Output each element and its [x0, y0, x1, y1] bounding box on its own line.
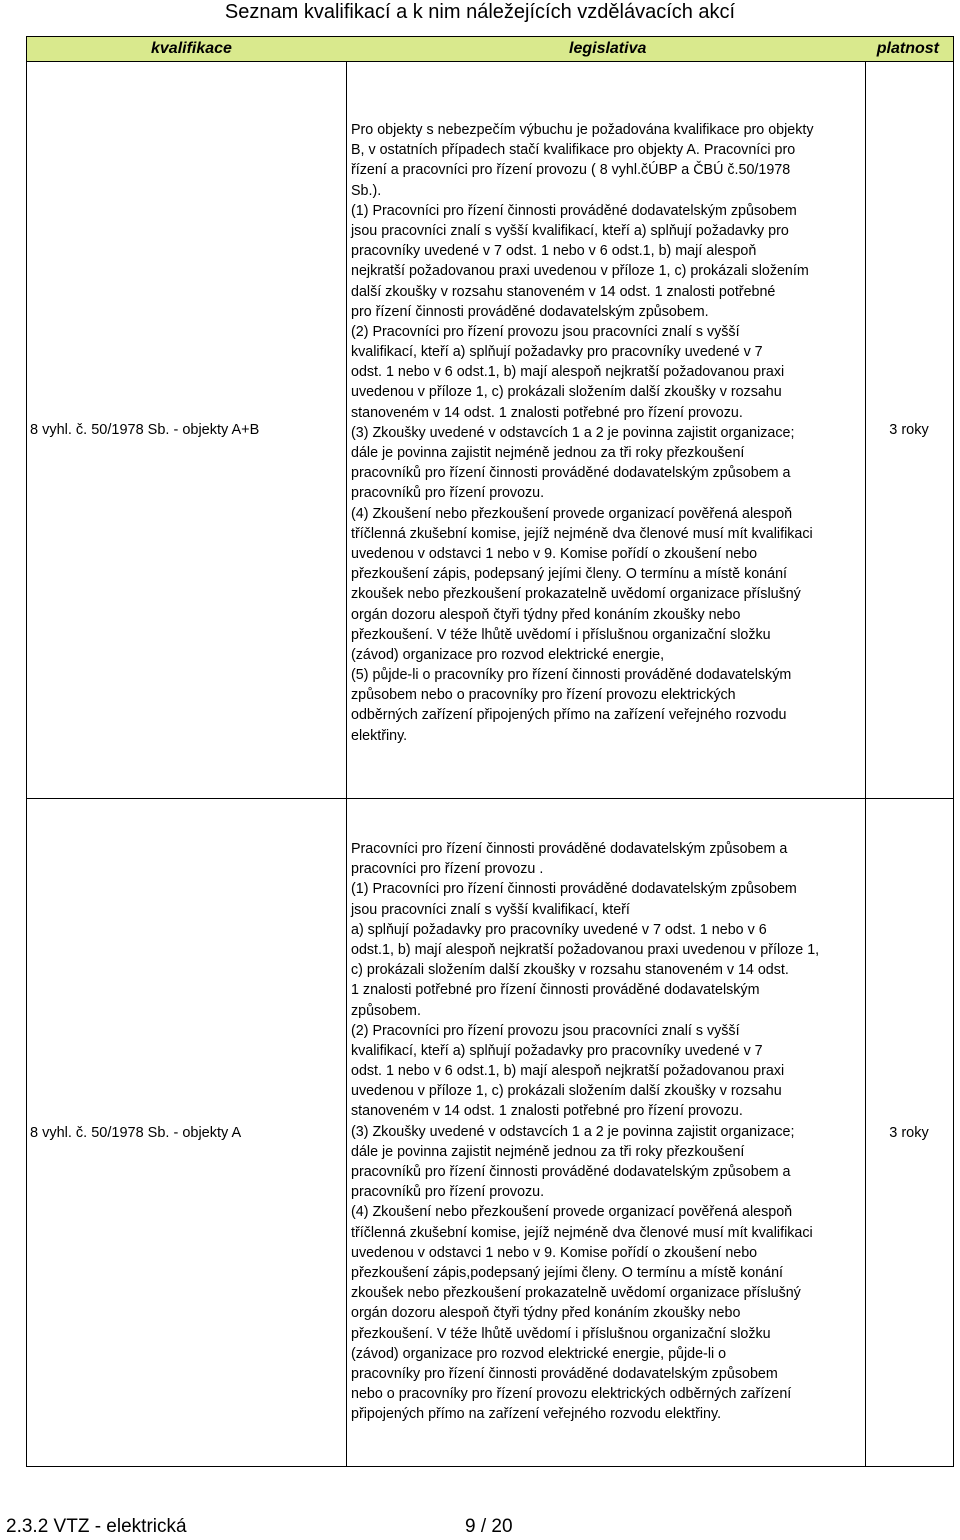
table-row: [26, 799, 954, 1467]
legislativa-line: tříčlenná zkušební komise, jejíž nejméně dva členové musí mít kvalifikaci: [351, 1224, 813, 1241]
legislativa-line: pro řízení činnosti prováděné dodavatelským způsobem.: [351, 303, 709, 320]
platnost-text: 3 roky: [889, 422, 929, 438]
cell-kvalifikace: [27, 62, 346, 798]
legislativa-line: zkoušek nebo přezkoušení prokazatelně uvědomí organizace příslušný: [351, 1285, 801, 1302]
legislativa-line: dále je povinna zajistit nejméně jednou za tři roky přezkoušení: [351, 1143, 745, 1160]
legislativa-line: (4) Zkoušení nebo přezkoušení provede organizací pověřená alespoň: [351, 1204, 793, 1221]
legislativa-line: další zkoušky v rozsahu stanoveném v 14 odst. 1 znalosti potřebné: [351, 283, 776, 300]
legislativa-line: stanoveném v 14 odst. 1 znalosti potřebné pro řízení provozu.: [351, 1103, 743, 1120]
legislativa-line: pracovníků pro řízení činnosti prováděné dodavatelským způsobem a: [351, 1164, 791, 1180]
legislativa-line: stanoveném v 14 odst. 1 znalosti potřebné pro řízení provozu.: [351, 404, 743, 421]
legislativa-line: (3) Zkoušky uvedené v odstavcích 1 a 2 je povinna zajistit organizace;: [351, 1123, 795, 1140]
cell-legislativa: [351, 839, 863, 1424]
legislativa-line: odst. 1 nebo v 6 odst.1, b) mají alespoň nejkratší požadovanou praxi: [351, 1063, 785, 1080]
legislativa-line: pracovníci pro řízení provozu .: [351, 861, 544, 878]
legislativa-line: způsobem nebo o pracovníky pro řízení provozu elektrických: [351, 687, 736, 704]
footer-page-number: 9 / 20: [465, 1516, 513, 1537]
legislativa-line: orgán dozoru alespoň čtyři týdny před konáním zkoušky nebo: [351, 606, 741, 623]
cell-platnost: [865, 62, 953, 798]
column-divider: [346, 62, 347, 798]
cell-kvalifikace: [27, 799, 346, 1466]
legislativa-line: B, v ostatních případech stačí kvalifikace pro objekty A. Pracovníci pro: [351, 142, 796, 159]
legislativa-line: Sb.).: [351, 182, 382, 199]
legislativa-line: nejkratší požadovanou praxi uvedenou v příloze 1, c) prokázali složením: [351, 263, 809, 280]
legislativa-line: pracovníků pro řízení provozu.: [351, 485, 545, 502]
legislativa-line: (závod) organizace pro rozvod elektrické energie,: [351, 646, 665, 663]
platnost-text: 3 roky: [889, 1124, 929, 1141]
legislativa-line: (2) Pracovníci pro řízení provozu jsou pracovníci znalí s vyšší: [351, 323, 740, 340]
legislativa-line: jsou pracovníci znalí s vyšší kvalifikací, kteří a) splňují požadavky pro: [351, 222, 789, 239]
legislativa-line: uvedenou v příloze 1, c) prokázali složením další zkoušky v rozsahu: [351, 1083, 782, 1100]
legislativa-line: zkoušek nebo přezkoušení prokazatelně uvědomí organizace příslušný: [351, 586, 801, 603]
kvalifikace-text: 8 vyhl. č. 50/1978 Sb. - objekty A+B: [30, 422, 260, 438]
legislativa-line: (závod) organizace pro rozvod elektrické energie, půjde-li o: [351, 1345, 727, 1362]
header-kvalifikace: kvalifikace: [151, 40, 232, 57]
legislativa-line: (5) půjde-li o pracovníky pro řízení činnosti prováděné dodavatelským: [351, 667, 792, 684]
legislativa-line: řízení a pracovníci pro řízení provozu ( 8 vyhl.čÚBP a ČBÚ č.50/1978: [351, 162, 791, 179]
legislativa-line: c) prokázali složením další zkoušky v rozsahu stanoveném v 14 odst.: [351, 962, 789, 979]
legislativa-line: odst.1, b) mají alespoň nejkratší požadovanou praxi uvedenou v příloze 1,: [351, 941, 820, 958]
legislativa-line: kvalifikací, kteří a) splňují požadavky pro pracovníky uvedené v 7: [351, 1042, 763, 1059]
kvalifikace-text: 8 vyhl. č. 50/1978 Sb. - objekty A: [30, 1124, 242, 1141]
legislativa-line: způsobem.: [351, 1002, 421, 1019]
legislativa-line: odběrných zařízení připojených přímo na zařízení veřejného rozvodu: [351, 707, 787, 724]
legislativa-line: a) splňují požadavky pro pracovníky uvedené v 7 odst. 1 nebo v 6: [351, 921, 767, 938]
legislativa-line: orgán dozoru alespoň čtyři týdny před konáním zkoušky nebo: [351, 1305, 741, 1322]
table-header: [26, 36, 954, 62]
legislativa-line: tříčlenná zkušební komise, jejíž nejméně dva členové musí mít kvalifikaci: [351, 525, 813, 542]
legislativa-line: uvedenou v odstavci 1 nebo v 9. Komise pořídí o zkoušení nebo: [351, 545, 758, 562]
legislativa-line: 1 znalosti potřebné pro řízení činnosti prováděné dodavatelským: [351, 982, 760, 999]
legislativa-line: přezkoušení zápis,podepsaný jejími členy. O termínu a místě konání: [351, 1264, 784, 1281]
legislativa-line: (1) Pracovníci pro řízení činnosti prováděné dodavatelským způsobem: [351, 881, 797, 898]
cell-platnost: [865, 799, 953, 1466]
legislativa-line: přezkoušení. V téže lhůtě uvědomí i příslušnou organizační složku: [351, 626, 771, 643]
legislativa-line: uvedenou v příloze 1, c) prokázali složením další zkoušky v rozsahu: [351, 384, 782, 401]
legislativa-line: nebo o pracovníky pro řízení provozu elektrických odběrných zařízení: [351, 1386, 792, 1403]
legislativa-line: jsou pracovníci znalí s vyšší kvalifikací, kteří: [351, 901, 630, 918]
footer-section: 2.3.2 VTZ - elektrická: [6, 1516, 187, 1537]
legislativa-line: uvedenou v odstavci 1 nebo v 9. Komise pořídí o zkoušení nebo: [351, 1244, 758, 1261]
legislativa-line: pracovníků pro řízení činnosti prováděné dodavatelským způsobem a: [351, 465, 791, 482]
legislativa-line: Pracovníci pro řízení činnosti prováděné dodavatelským způsobem a: [351, 841, 788, 857]
legislativa-line: pracovníků pro řízení provozu.: [351, 1184, 545, 1201]
legislativa-line: přezkoušení. V téže lhůtě uvědomí i příslušnou organizační složku: [351, 1325, 771, 1342]
legislativa-line: přezkoušení zápis, podepsaný jejími členy. O termínu a místě konání: [351, 566, 788, 583]
legislativa-line: (4) Zkoušení nebo přezkoušení provede organizací pověřená alespoň: [351, 505, 793, 522]
legislativa-line: pracovníky uvedené v 7 odst. 1 nebo v 6 odst.1, b) mají alespoň: [351, 243, 757, 260]
legislativa-line: odst. 1 nebo v 6 odst.1, b) mají alespoň nejkratší požadovanou praxi: [351, 364, 785, 381]
legislativa-line: (2) Pracovníci pro řízení provozu jsou pracovníci znalí s vyšší: [351, 1022, 740, 1039]
cell-legislativa: [351, 120, 863, 746]
page-title: Seznam kvalifikací a k nim náležejících vzdělávacích akcí: [224, 1, 736, 23]
legislativa-line: elektřiny.: [351, 727, 408, 744]
legislativa-line: Pro objekty s nebezpečím výbuchu je požadována kvalifikace pro objekty: [351, 122, 814, 138]
header-platnost: platnost: [876, 40, 939, 57]
legislativa-line: (1) Pracovníci pro řízení činnosti prováděné dodavatelským způsobem: [351, 202, 797, 219]
legislativa-line: dále je povinna zajistit nejméně jednou za tři roky přezkoušení: [351, 445, 745, 461]
legislativa-line: kvalifikací, kteří a) splňují požadavky pro pracovníky uvedené v 7: [351, 344, 763, 361]
legislativa-line: připojených přímo na zařízení veřejného rozvodu elektřiny.: [351, 1406, 722, 1423]
table-row: [26, 62, 954, 799]
column-divider: [346, 799, 347, 1466]
legislativa-line: (3) Zkoušky uvedené v odstavcích 1 a 2 je povinna zajistit organizace;: [351, 424, 795, 441]
header-legislativa: legislativa: [569, 40, 647, 57]
legislativa-line: pracovníky pro řízení činnosti prováděné dodavatelským způsobem: [351, 1365, 778, 1382]
